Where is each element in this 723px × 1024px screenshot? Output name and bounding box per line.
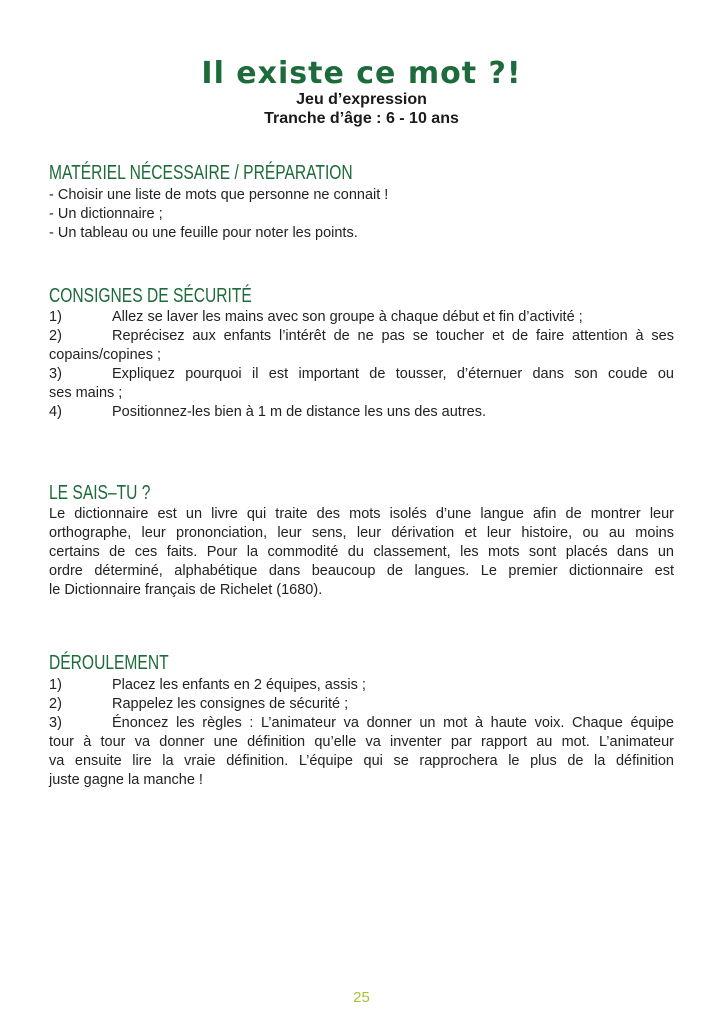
consigne-number: 4)	[49, 404, 62, 420]
age-range: Tranche d’âge : 6 - 10 ans	[264, 110, 459, 127]
deroulement-text: Rappelez les consignes de sécurité ;	[112, 696, 349, 712]
deroulement-line: juste gagne la manche !	[49, 772, 203, 788]
consigne-number: 1)	[49, 309, 62, 325]
deroulement-heading: DÉROULEMENT	[49, 652, 169, 674]
deroulement-line: tour à tour va donner une définition qu’elle va inventer par rapport au mot. L’animateur	[49, 734, 674, 750]
materiel-heading: MATÉRIEL NÉCESSAIRE / PRÉPARATION	[49, 162, 353, 184]
deroulement-text: Énoncez les règles : L’animateur va donner un mot à haute voix. Chaque équipe	[112, 715, 674, 731]
deroulement-number: 3)	[49, 715, 62, 731]
saistu-line: orthographe, leur prononciation, leur sens, leur dérivation et leur histoire, ou au moins	[49, 525, 674, 541]
saistu-line: Le dictionnaire est un livre qui traite des mots isolés d’une langue afin de montrer leur	[49, 506, 674, 522]
consigne-number: 3)	[49, 366, 62, 382]
deroulement-line: va ensuite lire la vraie définition. L’équipe qui se rapprochera le plus de la définition	[49, 753, 674, 769]
consigne-text: Positionnez-les bien à 1 m de distance les uns des autres.	[112, 404, 486, 420]
page-title: Il existe ce mot ?!	[201, 56, 522, 91]
consignes-heading: CONSIGNES DE SÉCURITÉ	[49, 285, 252, 307]
saistu-heading: LE SAIS–TU ?	[49, 482, 151, 504]
saistu-line: ordre déterminé, alphabétique dans beaucoup de langues. Le premier dictionnaire est	[49, 563, 674, 579]
consigne-text: Reprécisez aux enfants l’intérêt de ne pas se toucher et de faire attention à ses	[112, 328, 674, 344]
materiel-line: - Choisir une liste de mots que personne ne connait !	[49, 187, 389, 203]
saistu-line: le Dictionnaire français de Richelet (1680).	[49, 582, 323, 598]
page-number: 25	[353, 989, 370, 1006]
game-type: Jeu d’expression	[296, 91, 427, 108]
saistu-line: certains de ces faits. Pour la commodité du classement, les mots sont placés dans un	[49, 544, 674, 560]
consigne-text: Expliquez pourquoi il est important de tousser, d’éternuer dans son coude ou	[112, 366, 674, 382]
consigne-number: 2)	[49, 328, 62, 344]
consigne-continuation: ses mains ;	[49, 385, 123, 401]
deroulement-number: 2)	[49, 696, 62, 712]
consigne-text: Allez se laver les mains avec son groupe à chaque début et fin d’activité ;	[112, 309, 583, 325]
deroulement-number: 1)	[49, 677, 62, 693]
deroulement-text: Placez les enfants en 2 équipes, assis ;	[112, 677, 366, 693]
materiel-line: - Un tableau ou une feuille pour noter les points.	[49, 225, 358, 241]
consigne-continuation: copains/copines ;	[49, 347, 162, 363]
materiel-line: - Un dictionnaire ;	[49, 206, 163, 222]
